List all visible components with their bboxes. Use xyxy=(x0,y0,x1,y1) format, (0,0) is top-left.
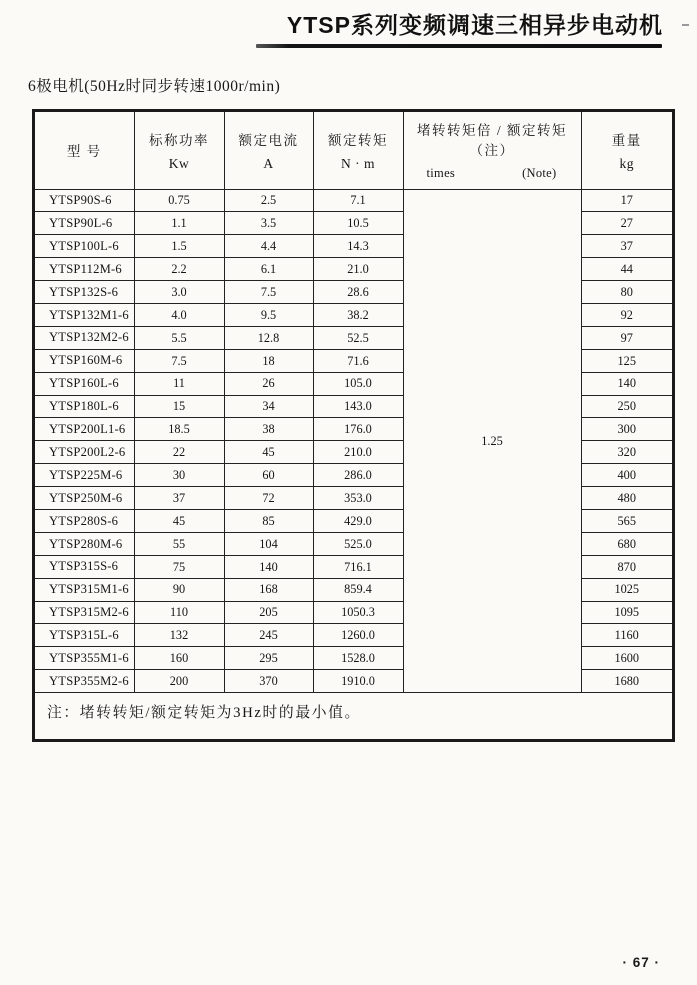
torque-cell: 1050.3 xyxy=(313,601,403,624)
table-footnote: 注：堵转转矩/额定转矩为3Hz时的最小值。 xyxy=(34,693,673,740)
model-cell: YTSP315L-6 xyxy=(34,624,134,647)
torque-cell: 1260.0 xyxy=(313,624,403,647)
current-cell: 140 xyxy=(224,555,313,578)
header-weight-label: 重量 xyxy=(611,132,642,148)
current-cell: 26 xyxy=(224,372,313,395)
torque-cell: 38.2 xyxy=(313,303,403,326)
power-cell: 7.5 xyxy=(134,349,224,372)
current-cell: 85 xyxy=(224,509,313,532)
torque-cell: 71.6 xyxy=(313,349,403,372)
current-cell: 3.5 xyxy=(224,212,313,235)
power-cell: 132 xyxy=(134,624,224,647)
power-cell: 22 xyxy=(134,441,224,464)
power-cell: 4.0 xyxy=(134,303,224,326)
torque-cell: 14.3 xyxy=(313,235,403,258)
weight-cell: 1095 xyxy=(581,601,673,624)
weight-cell: 80 xyxy=(581,281,673,304)
model-cell: YTSP132S-6 xyxy=(34,281,134,304)
header-model xyxy=(34,111,134,189)
power-cell: 18.5 xyxy=(134,418,224,441)
current-cell: 18 xyxy=(224,349,313,372)
current-cell: 38 xyxy=(224,418,313,441)
header-row xyxy=(34,111,673,189)
table-row xyxy=(34,189,673,212)
power-cell: 160 xyxy=(134,647,224,670)
weight-cell: 125 xyxy=(581,349,673,372)
torque-cell: 1528.0 xyxy=(313,647,403,670)
model-cell: YTSP100L-6 xyxy=(34,235,134,258)
header-current-label: 额定电流 xyxy=(238,132,299,148)
header-model-label: 型 号 xyxy=(66,144,102,160)
power-cell: 1.5 xyxy=(134,235,224,258)
weight-cell: 870 xyxy=(581,555,673,578)
model-cell: YTSP315M2-6 xyxy=(34,601,134,624)
header-torque-label: 额定转矩 xyxy=(328,132,388,148)
weight-cell: 1600 xyxy=(581,647,673,670)
scanned-page xyxy=(0,11,697,985)
model-cell: YTSP315M1-6 xyxy=(34,578,134,601)
power-cell: 37 xyxy=(134,487,224,510)
torque-cell: 7.1 xyxy=(313,189,403,212)
model-cell: YTSP132M2-6 xyxy=(34,326,134,349)
header-weight xyxy=(581,111,673,189)
current-cell: 6.1 xyxy=(224,258,313,281)
model-cell: YTSP355M1-6 xyxy=(34,647,134,670)
section-subtitle: 6极电机(50Hz时同步转速1000r/min) xyxy=(28,78,281,95)
model-cell: YTSP200L2-6 xyxy=(34,441,134,464)
model-cell: YTSP160M-6 xyxy=(34,349,134,372)
weight-cell: 44 xyxy=(581,258,673,281)
model-cell: YTSP250M-6 xyxy=(34,487,134,510)
current-cell: 205 xyxy=(224,601,313,624)
current-cell: 2.5 xyxy=(224,189,313,212)
torque-cell: 1910.0 xyxy=(313,670,403,693)
model-cell: YTSP90S-6 xyxy=(34,189,134,212)
model-cell: YTSP200L1-6 xyxy=(34,418,134,441)
torque-cell: 105.0 xyxy=(313,372,403,395)
torque-cell: 176.0 xyxy=(313,418,403,441)
table-body xyxy=(34,189,673,693)
power-cell: 2.2 xyxy=(134,258,224,281)
model-cell: YTSP280M-6 xyxy=(34,532,134,555)
header-lockup-unit-times: times xyxy=(426,166,456,181)
weight-cell: 680 xyxy=(581,532,673,555)
model-cell: YTSP315S-6 xyxy=(34,555,134,578)
torque-cell: 525.0 xyxy=(313,532,403,555)
power-cell: 90 xyxy=(134,578,224,601)
current-cell: 60 xyxy=(224,464,313,487)
header-torque xyxy=(313,111,403,189)
current-cell: 295 xyxy=(224,647,313,670)
table-header xyxy=(34,111,673,189)
model-cell: YTSP112M-6 xyxy=(34,258,134,281)
weight-cell: 17 xyxy=(581,189,673,212)
note-row xyxy=(34,693,673,740)
power-cell: 200 xyxy=(134,670,224,693)
page-number: · 67 · xyxy=(622,955,660,970)
power-cell: 75 xyxy=(134,555,224,578)
page-title: YTSP系列变频调速三相异步电动机 xyxy=(286,12,663,38)
weight-cell: 1160 xyxy=(581,624,673,647)
current-cell: 12.8 xyxy=(224,326,313,349)
power-cell: 11 xyxy=(134,372,224,395)
header-lockup-units xyxy=(404,166,581,181)
power-cell: 30 xyxy=(134,464,224,487)
weight-cell: 37 xyxy=(581,235,673,258)
power-cell: 3.0 xyxy=(134,281,224,304)
table-note-band xyxy=(34,693,673,740)
scan-artifact-mark xyxy=(682,24,689,26)
lockup-ratio-cell: 1.25 xyxy=(403,189,581,693)
current-cell: 34 xyxy=(224,395,313,418)
current-cell: 245 xyxy=(224,624,313,647)
model-cell: YTSP180L-6 xyxy=(34,395,134,418)
current-cell: 45 xyxy=(224,441,313,464)
current-cell: 370 xyxy=(224,670,313,693)
weight-cell: 140 xyxy=(581,372,673,395)
motor-spec-table xyxy=(33,110,674,741)
torque-cell: 353.0 xyxy=(313,487,403,510)
current-cell: 104 xyxy=(224,532,313,555)
torque-cell: 286.0 xyxy=(313,464,403,487)
power-cell: 5.5 xyxy=(134,326,224,349)
current-cell: 4.4 xyxy=(224,235,313,258)
torque-cell: 429.0 xyxy=(313,509,403,532)
weight-cell: 92 xyxy=(581,303,673,326)
weight-cell: 250 xyxy=(581,395,673,418)
model-cell: YTSP132M1-6 xyxy=(34,303,134,326)
header-lockup-unit-note: (Note) xyxy=(522,166,557,181)
torque-cell: 716.1 xyxy=(313,555,403,578)
weight-cell: 400 xyxy=(581,464,673,487)
header-torque-unit: N · m xyxy=(341,155,375,171)
power-cell: 0.75 xyxy=(134,189,224,212)
model-cell: YTSP90L-6 xyxy=(34,212,134,235)
power-cell: 15 xyxy=(134,395,224,418)
torque-cell: 210.0 xyxy=(313,441,403,464)
torque-cell: 21.0 xyxy=(313,258,403,281)
weight-cell: 97 xyxy=(581,326,673,349)
power-cell: 1.1 xyxy=(134,212,224,235)
weight-cell: 320 xyxy=(581,441,673,464)
model-cell: YTSP225M-6 xyxy=(34,464,134,487)
weight-cell: 27 xyxy=(581,212,673,235)
current-cell: 168 xyxy=(224,578,313,601)
header-weight-unit: kg xyxy=(619,155,634,171)
header-power-unit: Kw xyxy=(168,155,190,171)
torque-cell: 28.6 xyxy=(313,281,403,304)
header-current xyxy=(224,111,313,189)
torque-cell: 10.5 xyxy=(313,212,403,235)
current-cell: 9.5 xyxy=(224,303,313,326)
weight-cell: 300 xyxy=(581,418,673,441)
current-cell: 7.5 xyxy=(224,281,313,304)
header-current-unit: A xyxy=(263,155,274,171)
header-lockup-torque xyxy=(403,111,581,189)
torque-cell: 143.0 xyxy=(313,395,403,418)
weight-cell: 480 xyxy=(581,487,673,510)
model-cell: YTSP160L-6 xyxy=(34,372,134,395)
torque-cell: 859.4 xyxy=(313,578,403,601)
power-cell: 110 xyxy=(134,601,224,624)
weight-cell: 565 xyxy=(581,509,673,532)
weight-cell: 1025 xyxy=(581,578,673,601)
power-cell: 45 xyxy=(134,509,224,532)
header-lockup-label: 堵转转矩倍 / 额定转矩（注） xyxy=(416,123,567,159)
header-power xyxy=(134,111,224,189)
title-divider-rule xyxy=(256,44,662,48)
weight-cell: 1680 xyxy=(581,670,673,693)
model-cell: YTSP355M2-6 xyxy=(34,670,134,693)
header-power-label: 标称功率 xyxy=(149,132,209,148)
torque-cell: 52.5 xyxy=(313,326,403,349)
power-cell: 55 xyxy=(134,532,224,555)
current-cell: 72 xyxy=(224,487,313,510)
model-cell: YTSP280S-6 xyxy=(34,509,134,532)
